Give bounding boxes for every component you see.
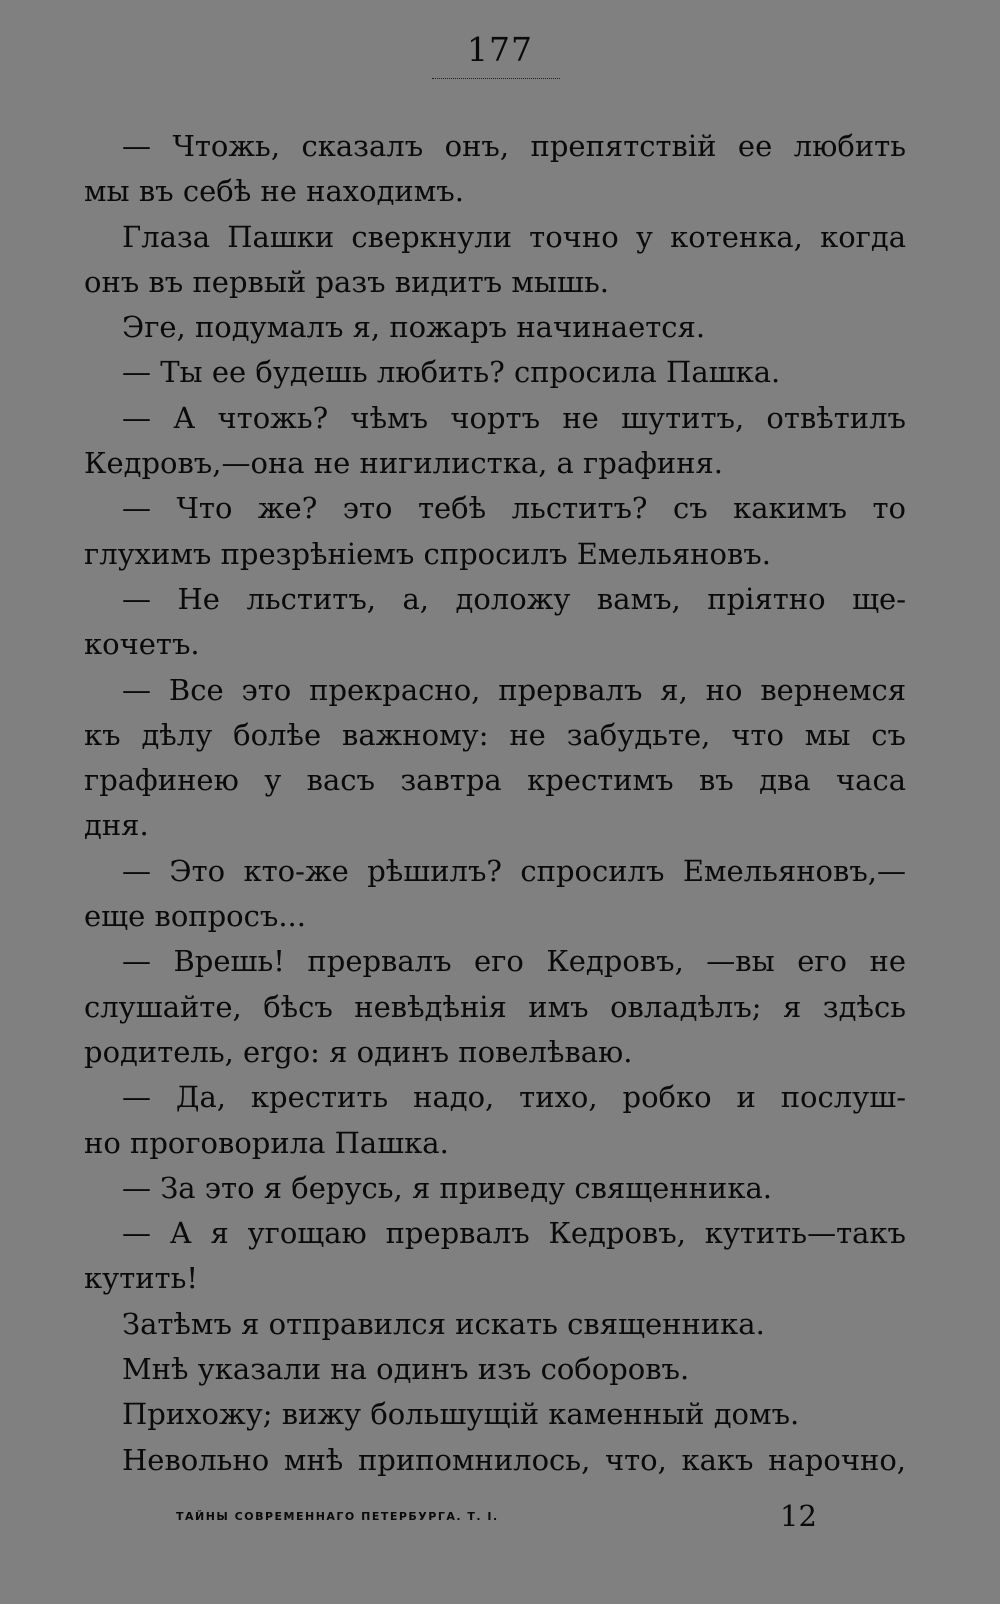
- text-line: онъ въ первый разъ видитъ мышь.: [84, 264, 609, 299]
- body-text: [84, 124, 906, 1483]
- text-line: кутить!: [84, 1261, 199, 1296]
- text-line: еще вопросъ...: [84, 899, 306, 934]
- text-line: Затѣмъ я отправился искать священника.: [122, 1306, 765, 1341]
- page-number-rule: [432, 78, 560, 79]
- text-line: графинею у васъ завтра крестимъ въ два часа: [84, 763, 906, 798]
- page-footer: [84, 1496, 906, 1536]
- text-line: но проговорила Пашка.: [84, 1125, 449, 1160]
- text-line: — Что же? это тебѣ льститъ? съ какимъ то: [122, 491, 906, 526]
- text-line: Невольно мнѣ припомнилось, что, какъ нарочно,: [122, 1442, 906, 1477]
- text-line: — За это я берусь, я приведу священника.: [122, 1170, 772, 1205]
- text-line: — А чтожь? чѣмъ чортъ не шутитъ, отвѣтилъ: [122, 400, 906, 435]
- text-line: — Да, крестить надо, тихо, робко и послуш-: [122, 1080, 906, 1115]
- text-line: Эге, подумалъ я, пожаръ начинается.: [122, 310, 706, 345]
- text-line: кочетъ.: [84, 627, 200, 662]
- text-line: Мнѣ указали на одинъ изъ соборовъ.: [122, 1352, 690, 1387]
- text-line: — Ты ее будешь любить? спросила Пашка.: [122, 355, 781, 390]
- text-line: — А я угощаю прервалъ Кедровъ, кутить—такъ: [122, 1216, 906, 1251]
- text-line: слушайте, бѣсъ невѣдѣнія имъ овладѣлъ; я здѣсь: [84, 989, 906, 1024]
- text-line: мы въ себѣ не находимъ.: [84, 174, 464, 209]
- signature-mark: 12: [780, 1499, 817, 1533]
- page-number: 177: [467, 30, 533, 69]
- text-line: — Это кто-же рѣшилъ? спросилъ Емельяновъ,—: [122, 853, 906, 888]
- text-line: глухимъ презрѣніемъ спросилъ Емельяновъ.: [84, 536, 771, 571]
- text-line: — Не льститъ, а, доложу вамъ, пріятно ще-: [122, 581, 906, 616]
- text-line: дня.: [84, 808, 149, 843]
- text-line: родитель, ergo: я одинъ повелѣваю.: [84, 1034, 633, 1069]
- text-line: Кедровъ,—она не нигилистка, а графиня.: [84, 446, 723, 481]
- text-line: — Чтожь, сказалъ онъ, препятствій ее любить: [122, 129, 906, 163]
- text-line: Глаза Пашки сверкнули точно у котенка, когда: [122, 219, 906, 254]
- running-title: ТАЙНЫ СОВРЕМЕННАГО ПЕТЕРБУРГА. Т. I.: [176, 1510, 499, 1523]
- text-line: — Все это прекрасно, прервалъ я, но вернемся: [122, 672, 906, 707]
- text-line: къ дѣлу болѣе важному: не забудьте, что мы съ: [84, 717, 906, 752]
- text-line: Прихожу; вижу большущій каменный домъ.: [122, 1397, 800, 1432]
- text-line: — Врешь! прервалъ его Кедровъ, —вы его не: [122, 944, 906, 979]
